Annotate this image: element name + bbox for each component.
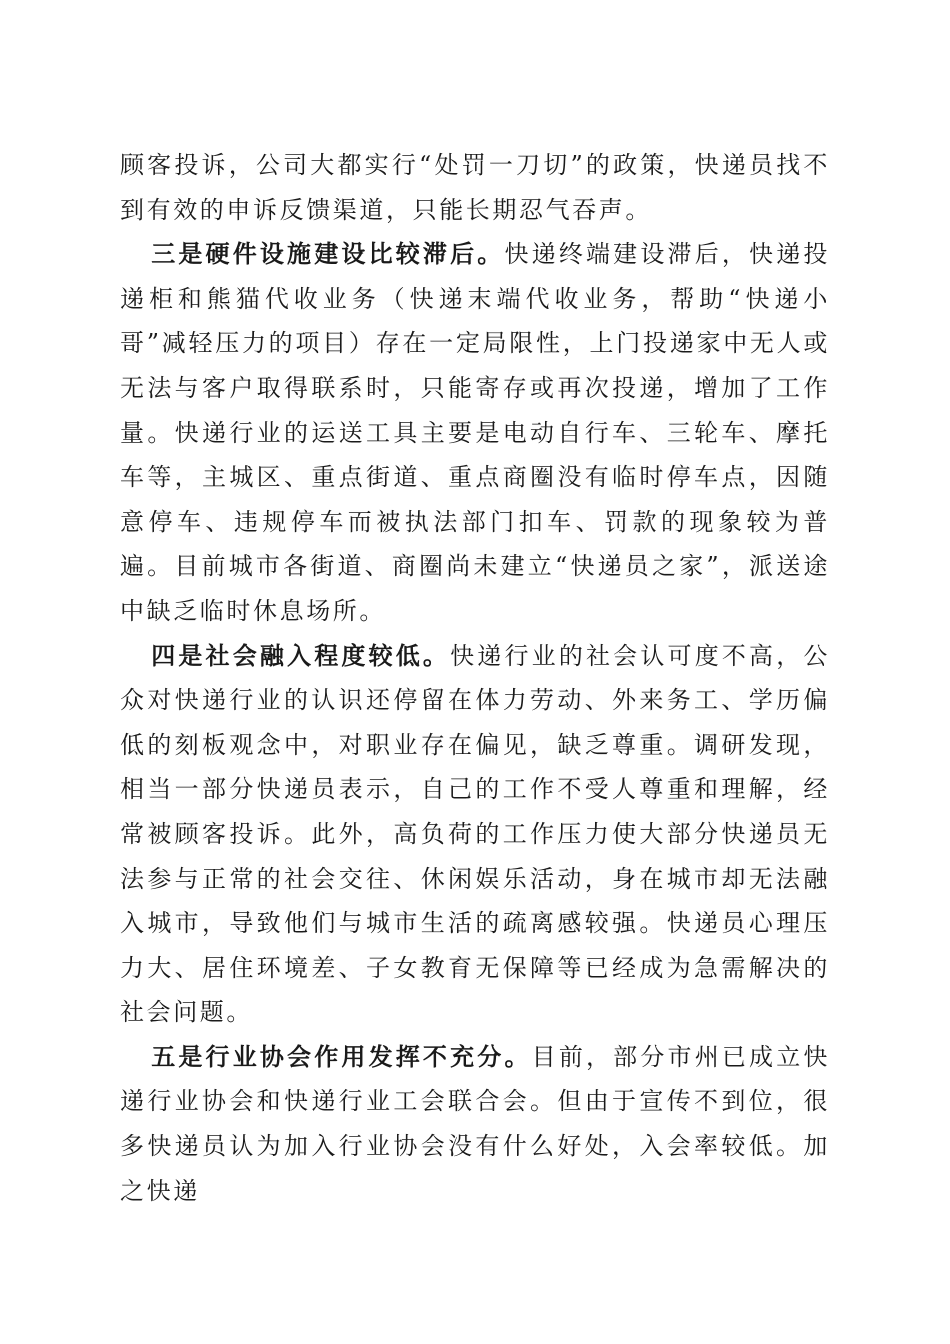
paragraph-body: 快递行业的社会认可度不高，公众对快递行业的认识还停留在体力劳动、外来务工、学历偏低的刻板观念中，对职业存在偏见，缺乏尊重。调研发现，相当一部分快递员表示，自己的工作不受人尊重和理解，经常被顾客投诉。此外，高负荷的工作压力使大部分快递员无法参与正常的社会交往、休闲娱乐活动，身在城市却无法融入城市，导致他们与城市生活的疏离感较强。快递员心理压力大、居住环境差、子女教育无保障等已经成为急需解决的社会问题。 <box>120 641 830 1027</box>
paragraph-heading: 五是行业协会作用发挥不充分。 <box>151 1041 532 1071</box>
paragraph-body: 目前，部分市州已成立快递行业协会和快递行业工会联合会。但由于宣传不到位，很多快递员认为加入行业协会没有什么好处，入会率较低。加之快递 <box>120 1042 830 1205</box>
paragraph-industry-association <box>120 1035 830 1213</box>
paragraph-body: 顾客投诉，公司大都实行“处罚一刀切”的政策，快递员找不到有效的申诉反馈渠道，只能长期忍气吞声。 <box>120 151 830 224</box>
paragraph-continuation <box>120 143 830 232</box>
paragraph-heading: 三是硬件设施建设比较滞后。 <box>151 239 505 269</box>
paragraph-heading: 四是社会融入程度较低。 <box>151 640 451 670</box>
paragraph-hardware-facilities <box>120 232 830 633</box>
document-page <box>120 143 830 1213</box>
paragraph-body: 快递终端建设滞后，快递投递柜和熊猫代收业务（快递末端代收业务，帮助“快递小哥”减轻压力的项目）存在一定局限性，上门投递家中无人或无法与客户取得联系时，只能寄存或再次投递，增加了工作量。快递行业的运送工具主要是电动自行车、三轮车、摩托车等，主城区、重点街道、重点商圈没有临时停车点，因随意停车、违规停车而被执法部门扣车、罚款的现象较为普遍。目前城市各街道、商圈尚未建立“快递员之家”，派送途中缺乏临时休息场所。 <box>120 240 830 625</box>
paragraph-social-integration <box>120 634 830 1035</box>
